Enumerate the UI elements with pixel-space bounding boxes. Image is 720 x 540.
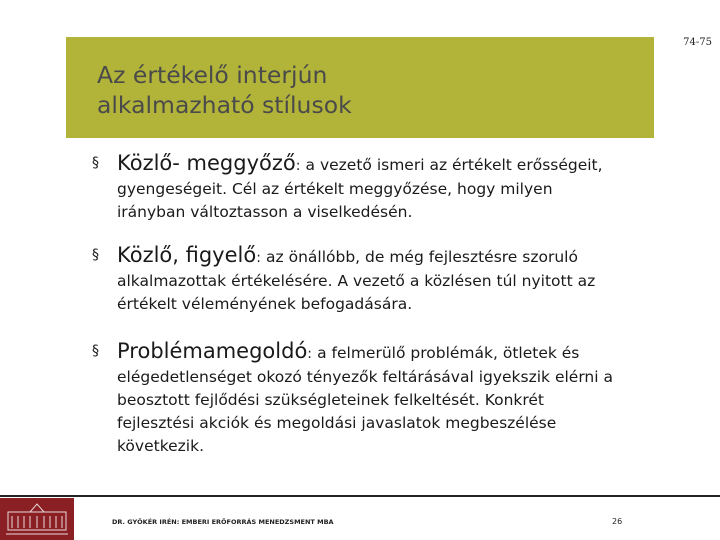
- bullet-continuation: fejlesztési akciók és megoldási javaslatok megbeszélése: [117, 414, 557, 432]
- bullet-separator: :: [295, 158, 301, 174]
- title-band: [66, 37, 654, 138]
- bullet-continuation: beosztott fejlődési szükségleteinek felkeltését. Konkrét: [117, 391, 545, 409]
- section-mark-icon: §: [92, 343, 99, 359]
- section-mark-icon: §: [92, 155, 99, 171]
- bullet-lead-text: a vezető ismeri az értékelt erősségeit,: [305, 156, 603, 174]
- footer-credit: DR. GYŐKÉR IRÉN: EMBERI ERŐFORRÁS MENEDZSMENT MBA: [112, 518, 334, 526]
- bullet-separator: :: [307, 346, 313, 362]
- bullet-item: [92, 150, 672, 224]
- bullet-separator: :: [256, 250, 261, 266]
- bullet-first-line: [92, 242, 672, 270]
- slide-title: [97, 60, 352, 120]
- bullet-continuation: következik.: [117, 437, 204, 455]
- university-building-logo-icon: [0, 498, 74, 540]
- bullet-term: Közlő- meggyőző: [117, 151, 296, 175]
- bullet-lead-text: az önállóbb, de még fejlesztésre szoruló: [266, 248, 578, 266]
- bullet-lead-text: a felmerülő problémák, ötletek és: [317, 344, 580, 362]
- bullet-continuation: alkalmazottak értékelésére. A vezető a közlésen túl nyitott az: [117, 272, 596, 290]
- bullet-list: [92, 150, 672, 480]
- bullet-term: Közlő, figyelő: [117, 243, 257, 267]
- bullet-continuation: elégedetlenséget okozó tényezők feltárásával igyekszik elérni a: [117, 368, 613, 386]
- bullet-term: Problémamegoldó: [117, 339, 308, 363]
- section-mark-icon: §: [92, 247, 99, 263]
- bullet-continuation: gyengeségeit. Cél az értékelt meggyőzése, hogy milyen: [117, 180, 553, 198]
- bullet-first-line: [92, 338, 672, 366]
- slide-title-line-2: alkalmazható stílusok: [97, 91, 352, 119]
- bullet-first-line: [92, 150, 672, 178]
- building-icon: [0, 498, 74, 540]
- bullet-item: [92, 242, 672, 316]
- page-reference: 74-75: [683, 37, 712, 48]
- slide-title-line-1: Az értékelő interjún: [97, 61, 328, 89]
- bullet-item: [92, 338, 672, 458]
- bullet-continuation: értékelt véleményének befogadására.: [117, 295, 413, 313]
- page-number: 26: [612, 517, 623, 526]
- footer-divider: [0, 495, 720, 497]
- bullet-continuation: irányban változtasson a viselkedésén.: [117, 203, 413, 221]
